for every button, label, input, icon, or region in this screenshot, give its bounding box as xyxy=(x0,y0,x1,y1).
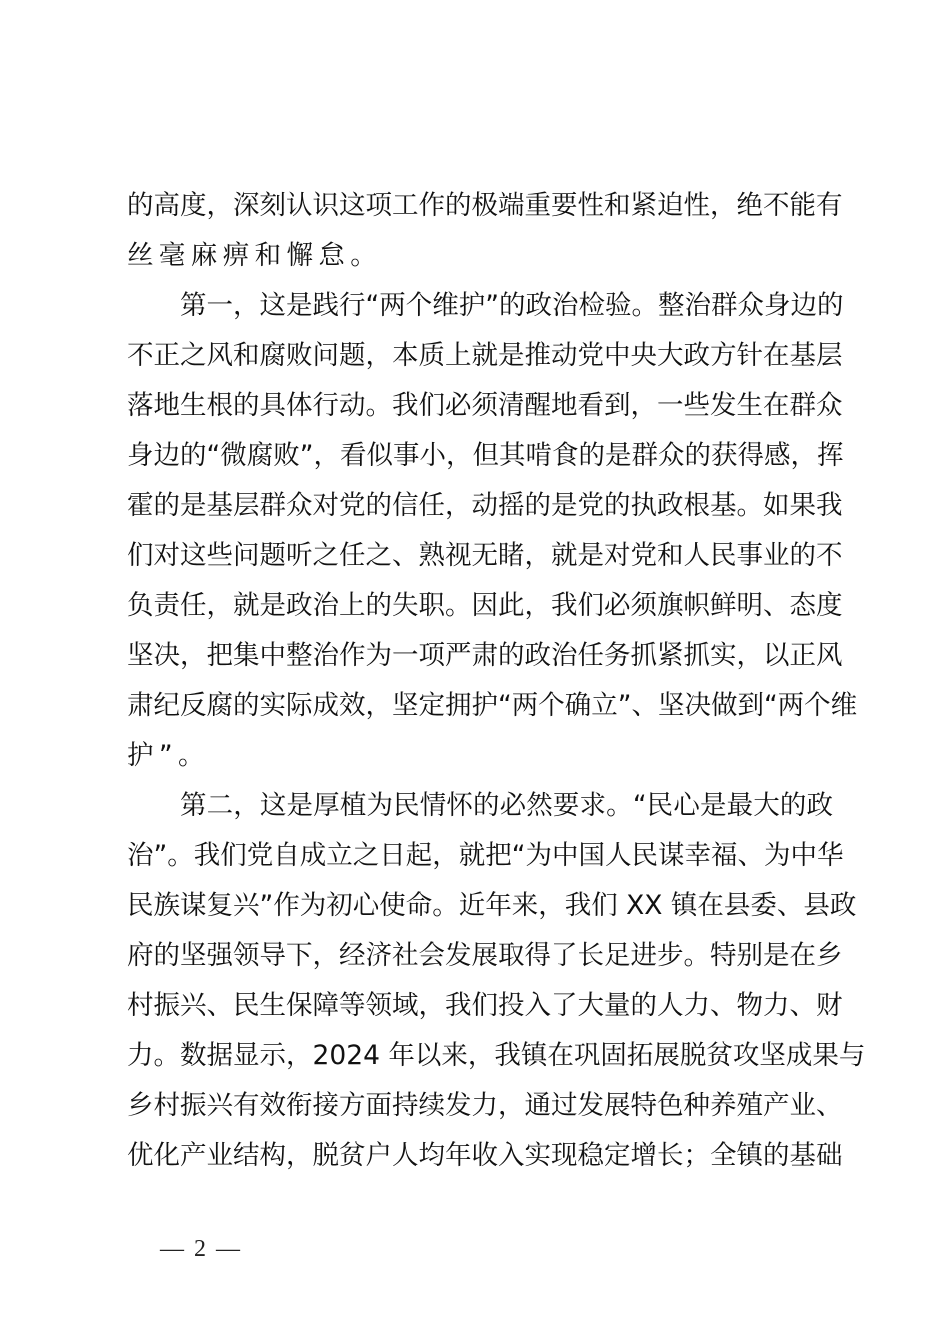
paragraph-line: 力。数据显示，2024 年以来，我镇在巩固拓展脱贫攻坚成果与 xyxy=(127,1040,866,1071)
paragraph-line: 负责任，就是政治上的失职。因此，我们必须旗帜鲜明、态度 xyxy=(127,590,843,621)
paragraph-line: 肃纪反腐的实际成效，坚定拥护“两个确立”、坚决做到“两个维 xyxy=(127,690,858,721)
paragraph-line: 治”。我们党自成立之日起，就把“为中国人民谋幸福、为中华 xyxy=(127,840,844,871)
paragraph-line: 坚决，把集中整治作为一项严肃的政治任务抓紧抓实，以正风 xyxy=(127,640,843,671)
paragraph-line: 村振兴、民生保障等领域，我们投入了大量的人力、物力、财 xyxy=(127,990,843,1021)
paragraph-first-line: 第二，这是厚植为民情怀的必然要求。“民心是最大的政 xyxy=(180,790,833,821)
paragraph-line: 落地生根的具体行动。我们必须清醒地看到，一些发生在群众 xyxy=(127,390,843,421)
paragraph-line: 乡村振兴有效衔接方面持续发力，通过发展特色种养殖产业、 xyxy=(127,1090,843,1121)
paragraph-line: 们对这些问题听之任之、熟视无睹，就是对党和人民事业的不 xyxy=(127,540,843,571)
body-text xyxy=(127,181,866,1181)
paragraph-first-line: 第一，这是践行“两个维护”的政治检验。整治群众身边的 xyxy=(180,290,844,321)
paragraph-line: 优化产业结构，脱贫户人均年收入实现稳定增长；全镇的基础 xyxy=(127,1140,843,1171)
paragraph-line: 丝毫麻痹和懈怠。 xyxy=(127,240,383,271)
paragraph-line: 的高度，深刻认识这项工作的极端重要性和紧迫性，绝不能有 xyxy=(127,190,843,221)
paragraph-line: 不正之风和腐败问题，本质上就是推动党中央大政方针在基层 xyxy=(127,340,843,371)
paragraph-line: 府的坚强领导下，经济社会发展取得了长足进步。特别是在乡 xyxy=(127,940,843,971)
paragraph-line: 护”。 xyxy=(127,740,210,771)
page-number: — 2 — xyxy=(160,1236,242,1262)
paragraph-line: 霍的是基层群众对党的信任，动摇的是党的执政根基。如果我 xyxy=(127,490,843,521)
paragraph-line: 身边的“微腐败”，看似事小，但其啃食的是群众的获得感，挥 xyxy=(127,440,844,471)
paragraph-line: 民族谋复兴”作为初心使命。近年来，我们 XX 镇在县委、县政 xyxy=(127,890,857,921)
